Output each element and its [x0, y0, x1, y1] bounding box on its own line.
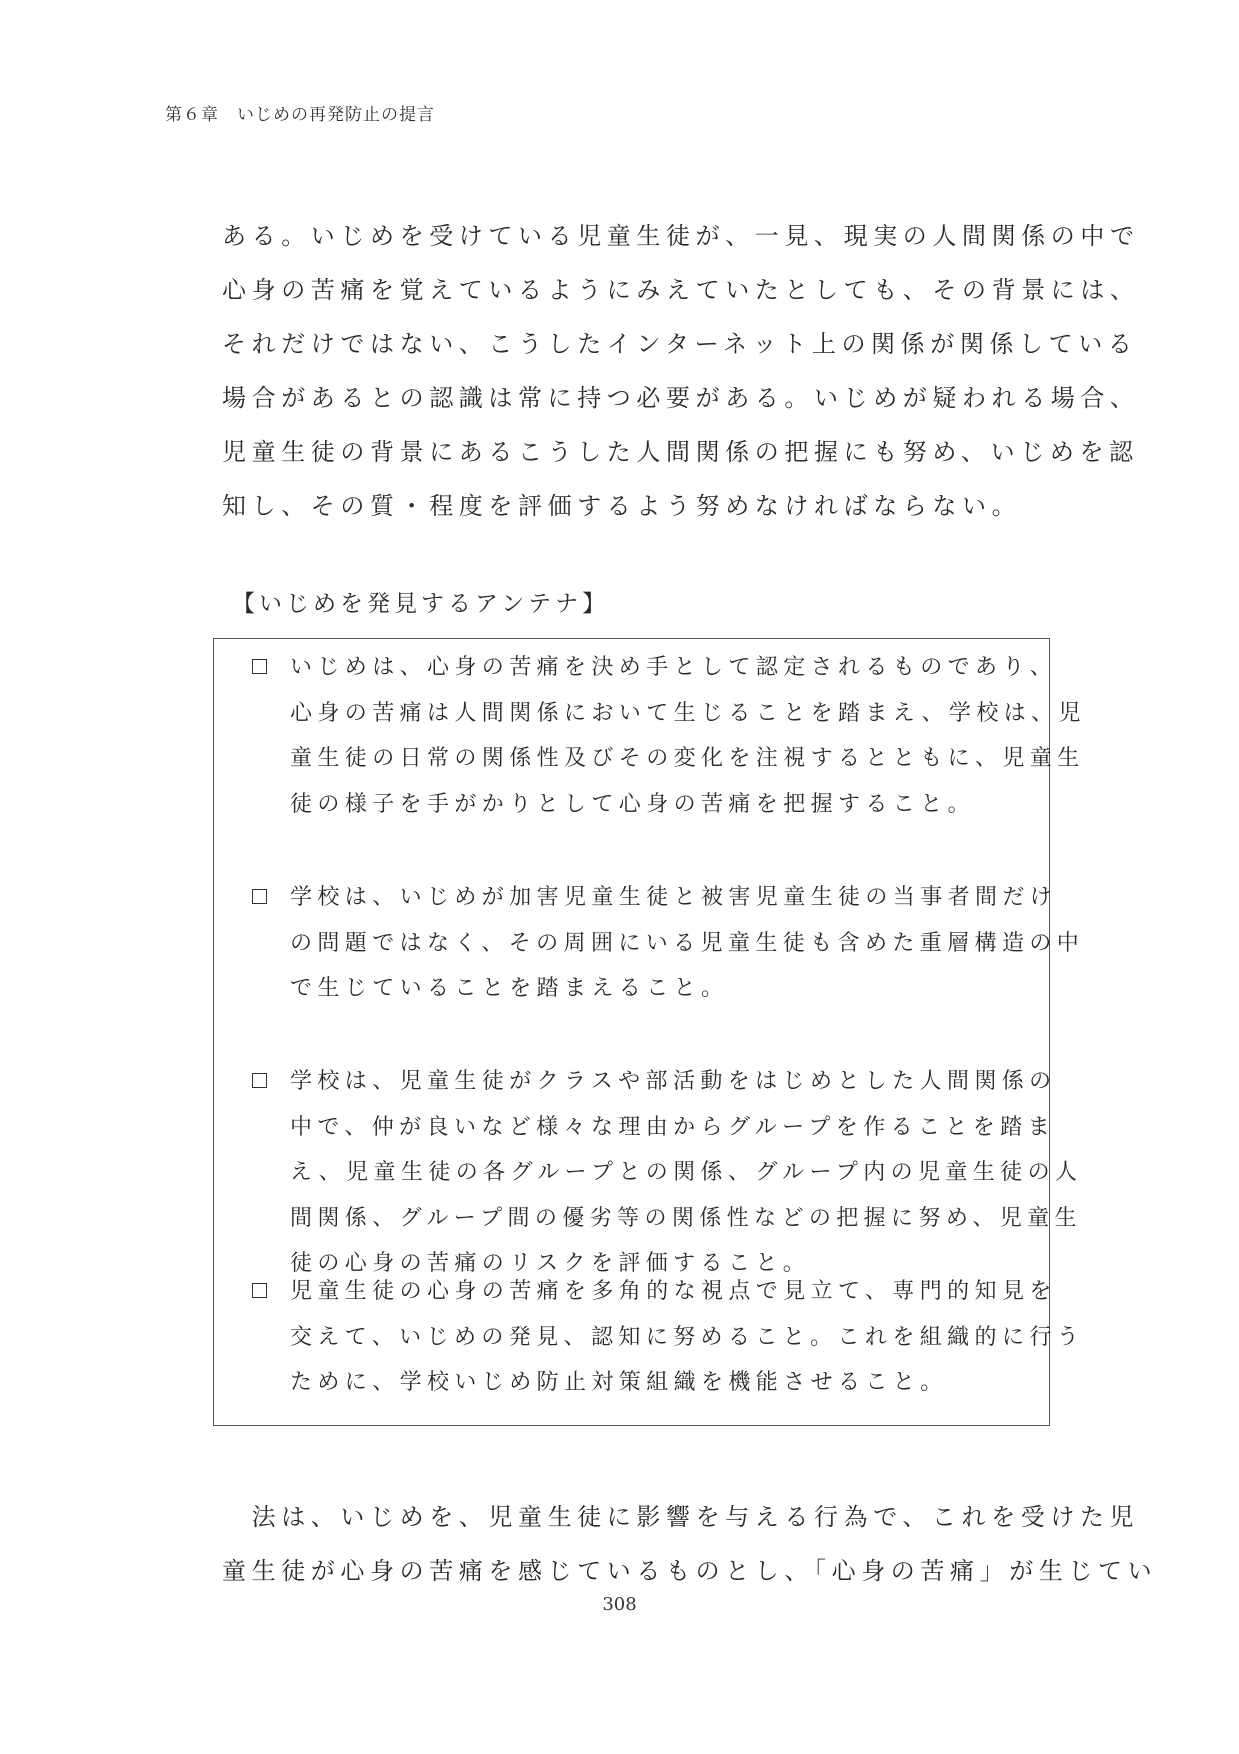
checkbox-icon [252, 1283, 267, 1298]
checklist-line: の問題ではなく、その周囲にいる児童生徒も含めた重層構造の中 [290, 930, 1085, 956]
paragraph-line: 場合があるとの認識は常に持つ必要がある。いじめが疑われる場合、 [222, 384, 1140, 412]
checklist-line: 徒の心身の苦痛のリスクを評価すること。 [290, 1251, 811, 1276]
paragraph-line: 知し、その質・程度を評価するよう努めなければならない。 [222, 492, 1022, 520]
checklist-item [252, 645, 1086, 827]
paragraph-line: 童生徒が心身の苦痛を感じているものとし、「心身の苦痛」が生じてい [222, 1557, 1158, 1585]
checklist-line: で生じていることを踏まえること。 [290, 976, 729, 1001]
checklist-line: 徒の様子を手がかりとして心身の苦痛を把握すること。 [290, 791, 976, 817]
paragraph-line: それだけではない、こうしたインターネット上の関係が関係している [222, 330, 1138, 358]
paragraph-line: 法は、いじめを、児童生徒に影響を与える行為で、これを受けた児 [222, 1503, 1140, 1531]
checklist-line: 間関係、グループ間の優劣等の関係性などの把握に努め、児童生 [290, 1205, 1082, 1231]
body-paragraph-bottom [222, 1490, 1158, 1598]
section-heading: 【いじめを発見するアンテナ】 [232, 591, 610, 617]
checklist-line: 交えて、いじめの発見、認知に努めること。これを組織的に行う [290, 1324, 1085, 1350]
checklist-item [252, 875, 1085, 1012]
checklist-line: 童生徒の日常の関係性及びその変化を注視するとともに、児童生 [290, 746, 1085, 771]
checklist-line: 児童生徒の心身の苦痛を多角的な視点で見立て、専門的知見を [290, 1279, 1057, 1304]
checklist-line: 中で、仲が良いなど様々な理由からグループを作ることを踏ま [290, 1114, 1056, 1140]
checklist-line: え、児童生徒の各グループとの関係、グループ内の児童生徒の人 [290, 1160, 1083, 1185]
checklist-line: いじめは、心身の苦痛を決め手として認定されるものであり、 [290, 655, 1058, 680]
checkbox-icon [252, 1073, 267, 1088]
checklist-item [252, 1269, 1085, 1406]
checkbox-icon [252, 659, 267, 674]
checklist-item [252, 1059, 1083, 1287]
checkbox-icon [252, 889, 267, 904]
page-number: 308 [602, 1594, 637, 1615]
paragraph-line: ある。いじめを受けている児童生徒が、一見、現実の人間関係の中で [222, 222, 1140, 250]
checklist-line: 心身の苦痛は人間関係において生じることを踏まえ、学校は、児 [290, 700, 1086, 726]
body-paragraph-top [222, 209, 1140, 533]
checklist-line: 学校は、いじめが加害児童生徒と被害児童生徒の当事者間だけ [290, 885, 1058, 910]
antenna-checklist-box [213, 638, 1086, 1426]
paragraph-line: 心身の苦痛を覚えているようにみえていたとしても、その背景には、 [222, 276, 1140, 304]
chapter-header: 第６章 いじめの再発防止の提言 [165, 105, 435, 125]
checklist-line: 学校は、児童生徒がクラスや部活動をはじめとした人間関係の [290, 1069, 1057, 1094]
checklist-line: ために、学校いじめ防止対策組織を機能させること。 [290, 1370, 948, 1395]
paragraph-line: 児童生徒の背景にあるこうした人間関係の把握にも努め、いじめを認 [222, 438, 1139, 466]
